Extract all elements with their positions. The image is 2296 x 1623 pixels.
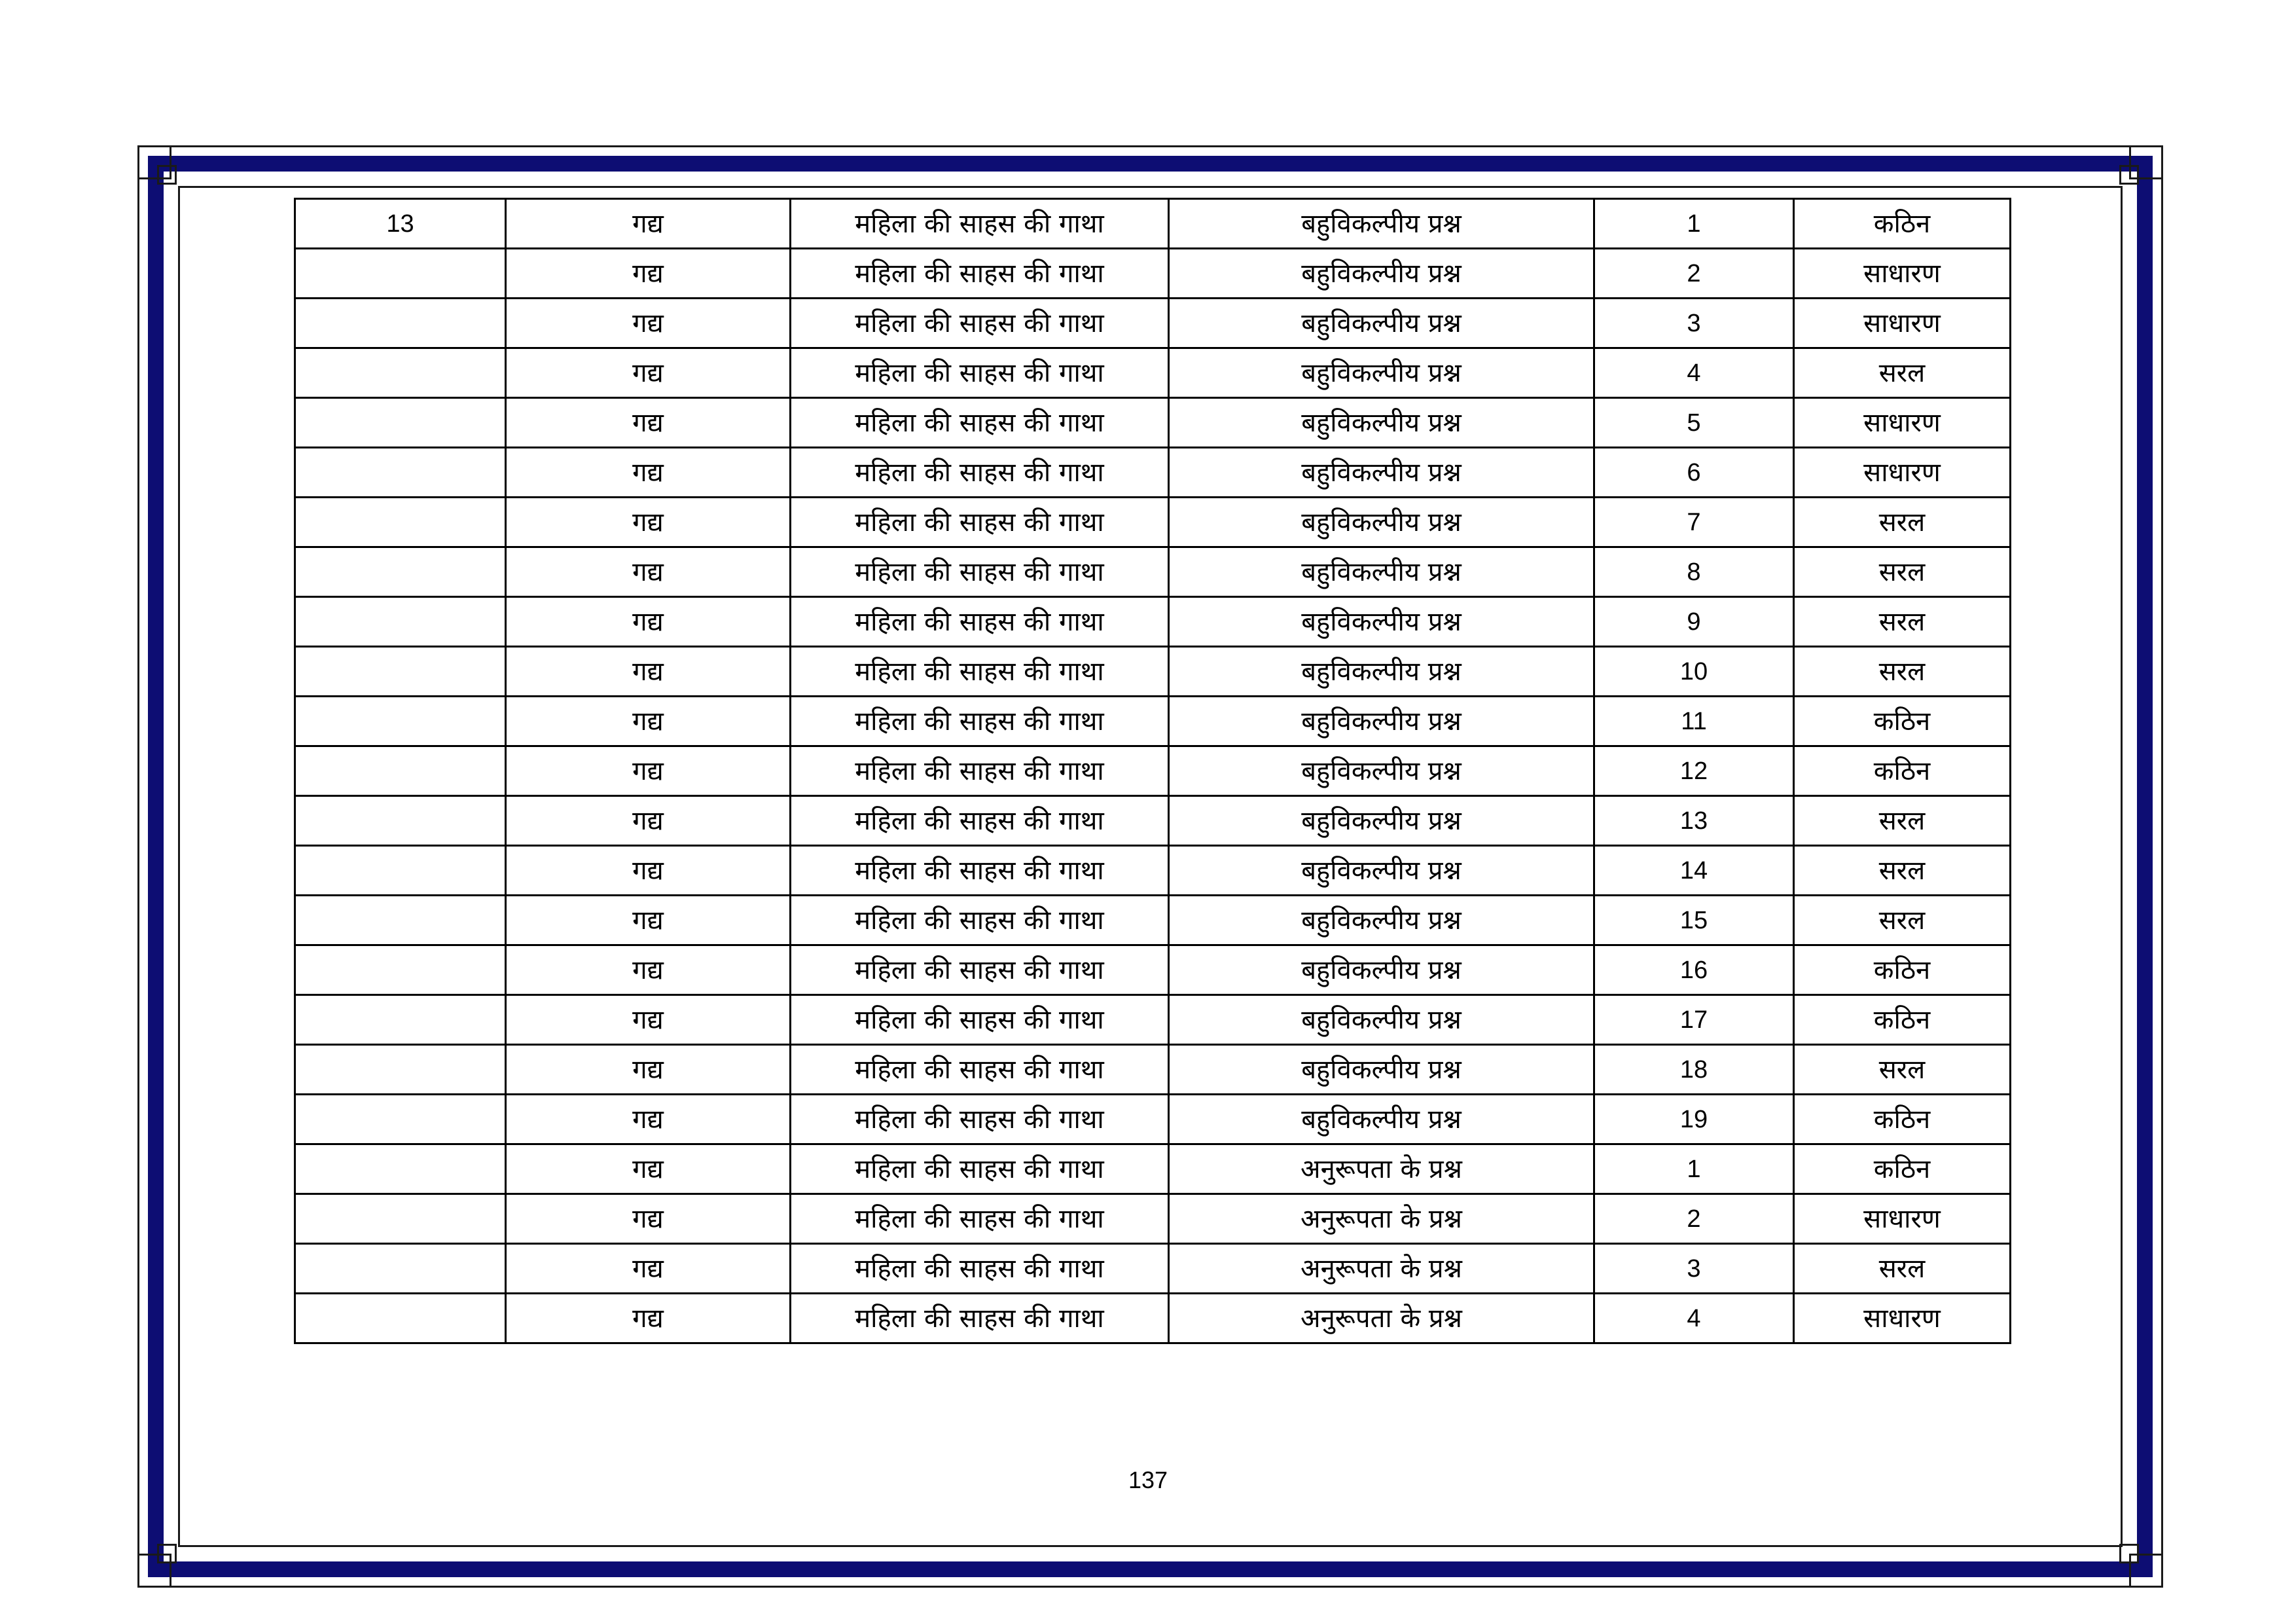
question-number-cell: 16 [1594, 945, 1794, 995]
question-number-cell: 2 [1594, 1194, 1794, 1244]
difficulty-cell: कठिन [1794, 1144, 2011, 1194]
question-number-cell: 8 [1594, 547, 1794, 597]
question-type-cell: बहुविकल्पीय प्रश्न [1169, 995, 1594, 1045]
difficulty-cell: सरल [1794, 1244, 2011, 1294]
serial-number-cell [295, 796, 506, 846]
question-number-cell: 19 [1594, 1095, 1794, 1144]
difficulty-cell: सरल [1794, 1045, 2011, 1095]
table-row [295, 1095, 2011, 1144]
question-number-cell: 3 [1594, 1244, 1794, 1294]
genre-cell: गद्य [506, 995, 791, 1045]
genre-cell: गद्य [506, 498, 791, 547]
genre-cell: गद्य [506, 448, 791, 498]
page-number: 137 [1128, 1467, 1168, 1493]
table-row [295, 348, 2011, 398]
table-row [295, 547, 2011, 597]
table-row [295, 995, 2011, 1045]
difficulty-cell: सरल [1794, 498, 2011, 547]
genre-cell: गद्य [506, 547, 791, 597]
difficulty-cell: साधारण [1794, 299, 2011, 348]
difficulty-cell: सरल [1794, 647, 2011, 697]
table-row [295, 896, 2011, 945]
question-type-cell: बहुविकल्पीय प्रश्न [1169, 697, 1594, 746]
difficulty-cell: सरल [1794, 348, 2011, 398]
difficulty-cell: कठिन [1794, 1095, 2011, 1144]
question-type-cell: बहुविकल्पीय प्रश्न [1169, 498, 1594, 547]
question-type-cell: बहुविकल्पीय प्रश्न [1169, 448, 1594, 498]
lesson-cell: महिला की साहस की गाथा [791, 647, 1169, 697]
question-table-body [295, 199, 2011, 1343]
question-type-cell: बहुविकल्पीय प्रश्न [1169, 547, 1594, 597]
table-row [295, 1194, 2011, 1244]
serial-number-cell [295, 697, 506, 746]
serial-number-cell [295, 597, 506, 647]
frame-corner-inner-top-left [157, 165, 177, 185]
question-number-cell: 6 [1594, 448, 1794, 498]
table-row [295, 597, 2011, 647]
table-row [295, 1244, 2011, 1294]
question-number-cell: 14 [1594, 846, 1794, 896]
question-type-cell: बहुविकल्पीय प्रश्न [1169, 846, 1594, 896]
difficulty-cell: सरल [1794, 597, 2011, 647]
question-type-cell: अनुरूपता के प्रश्न [1169, 1244, 1594, 1294]
difficulty-cell: कठिन [1794, 945, 2011, 995]
serial-number-cell [295, 398, 506, 448]
lesson-cell: महिला की साहस की गाथा [791, 1095, 1169, 1144]
question-number-cell: 12 [1594, 746, 1794, 796]
table-row [295, 846, 2011, 896]
genre-cell: गद्य [506, 945, 791, 995]
genre-cell: गद्य [506, 846, 791, 896]
table-row [295, 647, 2011, 697]
question-type-cell: बहुविकल्पीय प्रश्न [1169, 299, 1594, 348]
question-number-cell: 15 [1594, 896, 1794, 945]
difficulty-cell: कठिन [1794, 746, 2011, 796]
serial-number-cell [295, 896, 506, 945]
question-type-cell: बहुविकल्पीय प्रश्न [1169, 647, 1594, 697]
lesson-cell: महिला की साहस की गाथा [791, 846, 1169, 896]
lesson-cell: महिला की साहस की गाथा [791, 498, 1169, 547]
question-type-cell: अनुरूपता के प्रश्न [1169, 1144, 1594, 1194]
table-row [295, 1144, 2011, 1194]
genre-cell: गद्य [506, 299, 791, 348]
lesson-cell: महिला की साहस की गाथा [791, 796, 1169, 846]
difficulty-cell: सरल [1794, 896, 2011, 945]
table-row [295, 249, 2011, 299]
lesson-cell: महिला की साहस की गाथा [791, 945, 1169, 995]
serial-number-cell [295, 1244, 506, 1294]
lesson-cell: महिला की साहस की गाथा [791, 697, 1169, 746]
question-type-cell: बहुविकल्पीय प्रश्न [1169, 1045, 1594, 1095]
serial-number-cell [295, 299, 506, 348]
serial-number-cell [295, 995, 506, 1045]
question-type-cell: अनुरूपता के प्रश्न [1169, 1294, 1594, 1343]
serial-number-cell [295, 945, 506, 995]
lesson-cell: महिला की साहस की गाथा [791, 1045, 1169, 1095]
lesson-cell: महिला की साहस की गाथा [791, 746, 1169, 796]
genre-cell: गद्य [506, 1294, 791, 1343]
difficulty-cell: साधारण [1794, 249, 2011, 299]
genre-cell: गद्य [506, 1045, 791, 1095]
serial-number-cell [295, 249, 506, 299]
table-row [295, 498, 2011, 547]
difficulty-cell: साधारण [1794, 1294, 2011, 1343]
question-type-cell: बहुविकल्पीय प्रश्न [1169, 249, 1594, 299]
difficulty-cell: साधारण [1794, 398, 2011, 448]
genre-cell: गद्य [506, 1144, 791, 1194]
lesson-cell: महिला की साहस की गाथा [791, 1294, 1169, 1343]
lesson-cell: महिला की साहस की गाथा [791, 199, 1169, 249]
genre-cell: गद्य [506, 597, 791, 647]
serial-number-cell [295, 1095, 506, 1144]
table-row [295, 697, 2011, 746]
question-number-cell: 2 [1594, 249, 1794, 299]
genre-cell: गद्य [506, 348, 791, 398]
table-row [295, 945, 2011, 995]
genre-cell: गद्य [506, 249, 791, 299]
genre-cell: गद्य [506, 796, 791, 846]
serial-number-cell [295, 1294, 506, 1343]
lesson-cell: महिला की साहस की गाथा [791, 995, 1169, 1045]
genre-cell: गद्य [506, 746, 791, 796]
genre-cell: गद्य [506, 647, 791, 697]
serial-number-cell [295, 547, 506, 597]
question-number-cell: 10 [1594, 647, 1794, 697]
genre-cell: गद्य [506, 398, 791, 448]
serial-number-cell [295, 746, 506, 796]
question-number-cell: 1 [1594, 1144, 1794, 1194]
question-type-cell: बहुविकल्पीय प्रश्न [1169, 348, 1594, 398]
lesson-cell: महिला की साहस की गाथा [791, 1144, 1169, 1194]
frame-corner-inner-bottom-left [157, 1544, 177, 1563]
genre-cell: गद्य [506, 1194, 791, 1244]
genre-cell: गद्य [506, 199, 791, 249]
question-number-cell: 1 [1594, 199, 1794, 249]
difficulty-cell: साधारण [1794, 448, 2011, 498]
table-row [295, 199, 2011, 249]
question-type-cell: बहुविकल्पीय प्रश्न [1169, 597, 1594, 647]
table-row [295, 1294, 2011, 1343]
question-number-cell: 4 [1594, 348, 1794, 398]
difficulty-cell: कठिन [1794, 199, 2011, 249]
table-row [295, 796, 2011, 846]
question-number-cell: 7 [1594, 498, 1794, 547]
frame-corner-inner-bottom-right [2119, 1544, 2139, 1563]
serial-number-cell [295, 1045, 506, 1095]
question-type-cell: बहुविकल्पीय प्रश्न [1169, 398, 1594, 448]
genre-cell: गद्य [506, 1095, 791, 1144]
difficulty-cell: कठिन [1794, 697, 2011, 746]
question-number-cell: 17 [1594, 995, 1794, 1045]
lesson-cell: महिला की साहस की गाथा [791, 896, 1169, 945]
question-type-cell: बहुविकल्पीय प्रश्न [1169, 199, 1594, 249]
lesson-cell: महिला की साहस की गाथा [791, 299, 1169, 348]
serial-number-cell [295, 1144, 506, 1194]
lesson-cell: महिला की साहस की गाथा [791, 1244, 1169, 1294]
lesson-cell: महिला की साहस की गाथा [791, 249, 1169, 299]
question-number-cell: 18 [1594, 1045, 1794, 1095]
serial-number-cell [295, 647, 506, 697]
difficulty-cell: सरल [1794, 796, 2011, 846]
serial-number-cell [295, 846, 506, 896]
question-type-cell: अनुरूपता के प्रश्न [1169, 1194, 1594, 1244]
difficulty-cell: सरल [1794, 547, 2011, 597]
lesson-cell: महिला की साहस की गाथा [791, 348, 1169, 398]
genre-cell: गद्य [506, 697, 791, 746]
question-table [294, 198, 2011, 1344]
serial-number-cell [295, 498, 506, 547]
question-number-cell: 9 [1594, 597, 1794, 647]
question-type-cell: बहुविकल्पीय प्रश्न [1169, 896, 1594, 945]
genre-cell: गद्य [506, 896, 791, 945]
question-number-cell: 4 [1594, 1294, 1794, 1343]
serial-number-cell: 13 [295, 199, 506, 249]
question-number-cell: 11 [1594, 697, 1794, 746]
question-number-cell: 13 [1594, 796, 1794, 846]
question-number-cell: 3 [1594, 299, 1794, 348]
serial-number-cell [295, 348, 506, 398]
difficulty-cell: कठिन [1794, 995, 2011, 1045]
table-row [295, 448, 2011, 498]
difficulty-cell: साधारण [1794, 1194, 2011, 1244]
frame-corner-inner-top-right [2119, 165, 2139, 185]
serial-number-cell [295, 1194, 506, 1244]
table-row [295, 398, 2011, 448]
lesson-cell: महिला की साहस की गाथा [791, 398, 1169, 448]
question-type-cell: बहुविकल्पीय प्रश्न [1169, 746, 1594, 796]
lesson-cell: महिला की साहस की गाथा [791, 1194, 1169, 1244]
question-type-cell: बहुविकल्पीय प्रश्न [1169, 945, 1594, 995]
lesson-cell: महिला की साहस की गाथा [791, 597, 1169, 647]
genre-cell: गद्य [506, 1244, 791, 1294]
serial-number-cell [295, 448, 506, 498]
table-row [295, 1045, 2011, 1095]
lesson-cell: महिला की साहस की गाथा [791, 547, 1169, 597]
difficulty-cell: सरल [1794, 846, 2011, 896]
table-row [295, 299, 2011, 348]
question-type-cell: बहुविकल्पीय प्रश्न [1169, 1095, 1594, 1144]
question-type-cell: बहुविकल्पीय प्रश्न [1169, 796, 1594, 846]
lesson-cell: महिला की साहस की गाथा [791, 448, 1169, 498]
question-number-cell: 5 [1594, 398, 1794, 448]
table-row [295, 746, 2011, 796]
